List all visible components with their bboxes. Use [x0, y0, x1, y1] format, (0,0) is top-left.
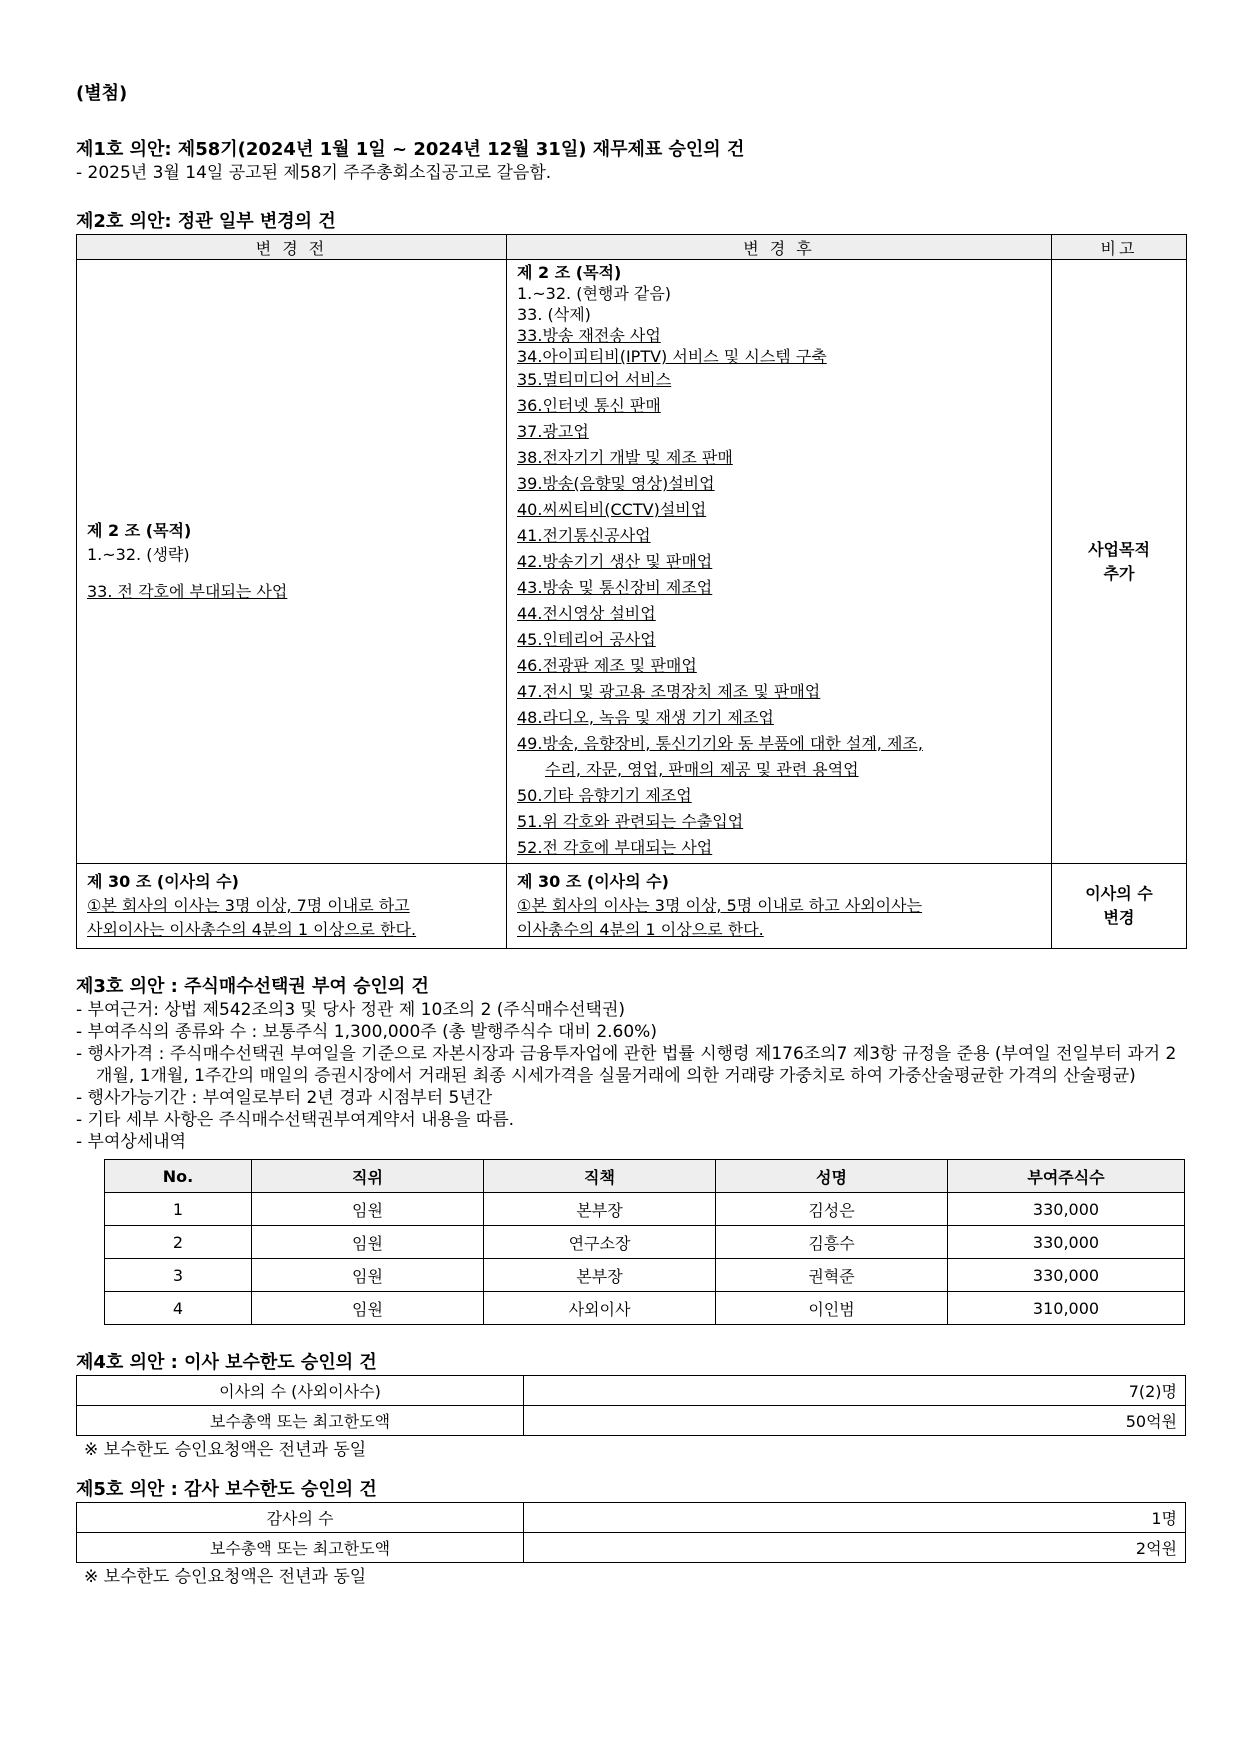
article2-remark-line1: 사업목적 [1088, 539, 1150, 559]
table-row [105, 1292, 1185, 1325]
header-no: No. [105, 1160, 252, 1193]
header-name: 성명 [716, 1160, 948, 1193]
list-item: 35.멀티미디어 서비스 [517, 370, 672, 389]
header-after: 변 경 후 [507, 235, 1052, 260]
cell-shares: 310,000 [948, 1292, 1185, 1325]
article2-before-cell [77, 260, 507, 864]
list-item: 43.방송 및 통신장비 제조업 [517, 578, 713, 597]
article2-after-plain: 1.~32. (현행과 같음) [517, 284, 672, 303]
pay-label: 감사의 수 [77, 1503, 524, 1533]
cell-no: 2 [105, 1226, 252, 1259]
article2-remark-line2: 추가 [1103, 563, 1135, 583]
agenda4-title: 제4호 의안 : 이사 보수한도 승인의 건 [76, 1352, 377, 1373]
cell-shares: 330,000 [948, 1226, 1185, 1259]
agenda4-note: ※ 보수한도 승인요청액은 전년과 동일 [84, 1440, 367, 1460]
agenda1-title: 제1호 의안: 제58기(2024년 1월 1일 ~ 2024년 12월 31일) 재무제표 승인의 건 [76, 139, 745, 160]
cell-no: 4 [105, 1292, 252, 1325]
list-item: 42.방송기기 생산 및 판매업 [517, 552, 713, 571]
list-item: 48.라디오, 녹음 및 재생 기기 제조업 [517, 708, 774, 727]
list-item: 40.씨씨티비(CCTV)설비업 [517, 500, 707, 519]
list-item: 37.광고업 [517, 422, 589, 441]
header-before: 변 경 전 [77, 235, 507, 260]
article30-after-title: 제 30 조 (이사의 수) [517, 872, 669, 891]
cell-role: 사외이사 [484, 1292, 716, 1325]
article2-after-title: 제 2 조 (목적) [517, 263, 622, 282]
article30-remark [1052, 864, 1187, 949]
agenda3-bullet: - 부여근거: 상법 제542조의3 및 당사 정관 제 10조의 2 (주식매수선택권) [76, 1000, 626, 1020]
cell-no: 1 [105, 1193, 252, 1226]
list-item: 41.전기통신공사업 [517, 526, 651, 545]
list-item: 49.방송, 음향장비, 통신기기와 동 부품에 대한 설계, 제조, [517, 734, 923, 753]
cell-position: 임원 [252, 1193, 484, 1226]
table-row [77, 1533, 1186, 1563]
agenda2-title: 제2호 의안: 정관 일부 변경의 건 [76, 211, 336, 232]
pay-label: 보수총액 또는 최고한도액 [77, 1533, 524, 1563]
table-header-row [105, 1160, 1185, 1193]
article2-before-item: 33. 전 각호에 부대되는 사업 [87, 582, 288, 601]
table-row [77, 260, 1187, 864]
table-row [77, 1406, 1186, 1436]
cell-no: 3 [105, 1259, 252, 1292]
article30-before-text: ①본 회사의 이사는 3명 이상, 7명 이내로 하고 [87, 896, 410, 915]
cell-name: 권혁준 [716, 1259, 948, 1292]
article30-remark-line2: 변경 [1103, 908, 1135, 927]
cell-position: 임원 [252, 1259, 484, 1292]
attachment-label: (별첨) [76, 83, 128, 104]
pay-value: 2억원 [524, 1533, 1186, 1563]
list-item: 38.전자기기 개발 및 제조 판매 [517, 448, 733, 467]
agenda1-note: - 2025년 3월 14일 공고된 제58기 주주총회소집공고로 갈음함. [76, 163, 552, 183]
agenda5-title: 제5호 의안 : 감사 보수한도 승인의 건 [76, 1479, 377, 1500]
cell-role: 본부장 [484, 1259, 716, 1292]
table-row [105, 1226, 1185, 1259]
director-pay-table [76, 1375, 1186, 1436]
article30-after-text: 이사총수의 4분의 1 이상으로 한다. [517, 920, 764, 939]
agenda5-note: ※ 보수한도 승인요청액은 전년과 동일 [84, 1567, 367, 1587]
list-item: 52.전 각호에 부대되는 사업 [517, 838, 713, 857]
article30-after-cell [507, 864, 1052, 949]
cell-role: 본부장 [484, 1193, 716, 1226]
article30-after-text: ①본 회사의 이사는 3명 이상, 5명 이내로 하고 사외이사는 [517, 896, 923, 915]
header-remark: 비고 [1052, 235, 1187, 260]
article2-remark [1052, 260, 1187, 864]
article2-after-cell [507, 260, 1052, 864]
article2-after-plain: 33. (삭제) [517, 305, 591, 324]
cell-position: 임원 [252, 1292, 484, 1325]
auditor-pay-table [76, 1502, 1186, 1563]
table-row [77, 1376, 1186, 1406]
cell-position: 임원 [252, 1226, 484, 1259]
header-position: 직위 [252, 1160, 484, 1193]
article30-before-cell [77, 864, 507, 949]
article30-before-title: 제 30 조 (이사의 수) [87, 872, 239, 891]
agenda3-bullet: - 행사가격 : 주식매수선택권 부여일을 기준으로 자본시장과 금융투자업에 관한 법률 시행령 제176조의7 제3항 규정을 준용 (부여일 전일부터 과거 2개월, 1개월, 1주간의 매일의 증권시장에서 거래된 최종 시세가격을 실물거래에 의한 거래량 가중치로 하여 가중산술평균한 가격의 산술평균) [76, 1044, 1177, 1086]
cell-shares: 330,000 [948, 1193, 1185, 1226]
cell-name: 김흥수 [716, 1226, 948, 1259]
list-item: 44.전시영상 설비업 [517, 604, 656, 623]
table-row [77, 1503, 1186, 1533]
list-item: 50.기타 음향기기 제조업 [517, 786, 692, 805]
document-page [76, 82, 1186, 1591]
list-item: 36.인터넷 통신 판매 [517, 396, 661, 415]
list-item: 33.방송 재전송 사업 [517, 326, 661, 345]
header-shares: 부여주식수 [948, 1160, 1185, 1193]
table-header-row [77, 235, 1187, 260]
pay-label: 이사의 수 (사외이사수) [77, 1376, 524, 1406]
list-item: 51.위 각호와 관련되는 수출입업 [517, 812, 744, 831]
list-item: 46.전광판 제조 및 판매업 [517, 656, 697, 675]
article30-before-text: 사외이사는 이사총수의 4분의 1 이상으로 한다. [87, 920, 417, 939]
article2-before-title: 제 2 조 (목적) [87, 521, 192, 540]
pay-value: 50억원 [524, 1406, 1186, 1436]
articles-amendment-table [76, 234, 1187, 949]
cell-role: 연구소장 [484, 1226, 716, 1259]
cell-shares: 330,000 [948, 1259, 1185, 1292]
stock-option-grant-table [104, 1159, 1185, 1325]
article2-before-item: 1.~32. (생략) [87, 545, 190, 564]
table-row [105, 1259, 1185, 1292]
agenda3-title: 제3호 의안 : 주식매수선택권 부여 승인의 건 [76, 976, 429, 997]
cell-name: 이인범 [716, 1292, 948, 1325]
list-item: 39.방송(음향및 영상)설비업 [517, 474, 715, 493]
pay-value: 7(2)명 [524, 1376, 1186, 1406]
agenda3-bullet: - 행사가능기간 : 부여일로부터 2년 경과 시점부터 5년간 [76, 1088, 493, 1108]
agenda3-bullet: - 기타 세부 사항은 주식매수선택권부여계약서 내용을 따름. [76, 1110, 515, 1130]
article30-remark-line1: 이사의 수 [1085, 884, 1153, 903]
list-item: 47.전시 및 광고용 조명장치 제조 및 판매업 [517, 682, 821, 701]
pay-label: 보수총액 또는 최고한도액 [77, 1406, 524, 1436]
pay-value: 1명 [524, 1503, 1186, 1533]
agenda3-bullet: - 부여주식의 종류와 수 : 보통주식 1,300,000주 (총 발행주식수 대비 2.60%) [76, 1022, 657, 1042]
list-item: 수리, 자문, 영업, 판매의 제공 및 관련 용역업 [545, 760, 859, 779]
header-role: 직책 [484, 1160, 716, 1193]
list-item: 34.아이피티비(IPTV) 서비스 및 시스템 구축 [517, 347, 827, 366]
agenda3-bullet: - 부여상세내역 [76, 1132, 187, 1152]
table-row [77, 864, 1187, 949]
list-item: 45.인테리어 공사업 [517, 630, 656, 649]
cell-name: 김성은 [716, 1193, 948, 1226]
table-row [105, 1193, 1185, 1226]
